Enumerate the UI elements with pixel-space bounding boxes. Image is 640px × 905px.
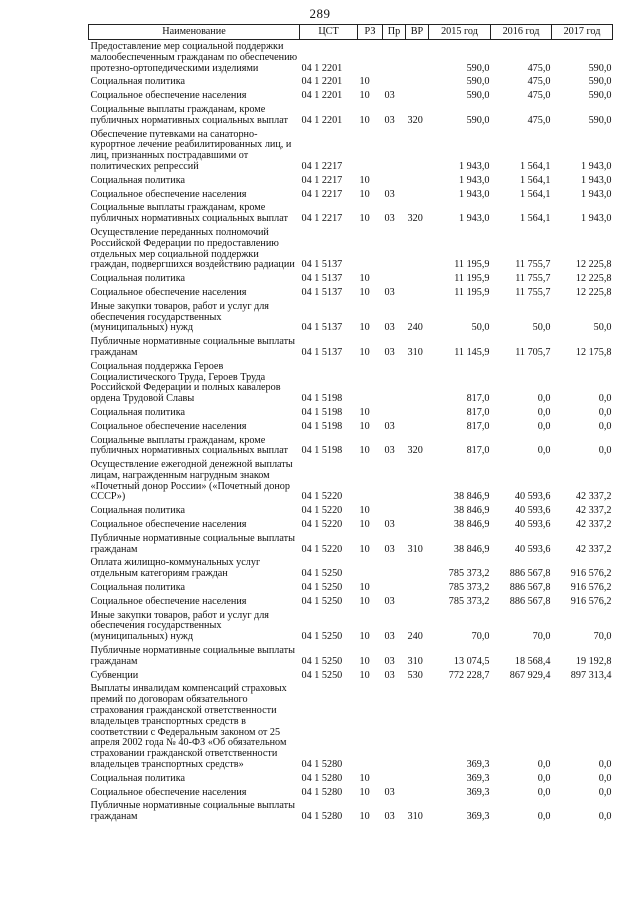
row-value-2017: 916 576,2: [570, 568, 612, 580]
row-value-2016: 11 755,7: [515, 273, 551, 285]
row-value-2016: 0,0: [537, 759, 551, 771]
row-pr: [383, 174, 406, 188]
row-name: Социальное обеспечение населения: [90, 595, 247, 607]
row-value-2016: 11 755,7: [515, 286, 551, 298]
row-rz: 10: [359, 90, 370, 102]
row-name: Иные закупки товаров, работ и услуг для обеспечения государственных (муниципальных) нужд: [90, 300, 269, 334]
row-value-2015: 590,0: [466, 62, 490, 74]
row-value-2017: 590,0: [588, 76, 612, 88]
row-name: Осуществление ежегодной денежной выплаты лицам, награжденным нагрудным знаком «Почетный донор России» («Почетный донор СССР»): [90, 459, 293, 503]
row-value-2015: 369,3: [466, 811, 490, 823]
row-value-2016: 40 593,6: [514, 505, 551, 517]
table-row: [89, 201, 613, 226]
table-row: [89, 786, 613, 800]
row-rz: 10: [359, 420, 370, 432]
header-pr: Пр: [383, 25, 406, 40]
row-value-2016: 475,0: [527, 76, 551, 88]
table-row: [89, 128, 613, 174]
row-value-2016: 40 593,6: [514, 543, 551, 555]
row-name: Социальная политика: [90, 772, 186, 784]
row-vr: 310: [407, 346, 423, 358]
row-pr: [383, 226, 406, 272]
row-value-2015: 369,3: [466, 786, 490, 798]
row-value-2015: 1 943,0: [458, 174, 490, 186]
row-cst: 04 1 5280: [301, 772, 343, 784]
row-value-2016: 0,0: [537, 772, 551, 784]
row-rz: 10: [359, 505, 370, 517]
row-value-2017: 897 313,4: [570, 669, 612, 681]
row-rz: 10: [359, 519, 370, 531]
row-rz: 10: [359, 213, 370, 225]
row-vr: [406, 406, 429, 420]
row-value-2017: 0,0: [598, 393, 612, 405]
row-rz: [358, 360, 383, 406]
header-year-2016: 2016 год: [491, 25, 552, 40]
table-row: [89, 581, 613, 595]
row-rz: 10: [359, 786, 370, 798]
row-value-2016: 1 564,1: [519, 213, 551, 225]
row-pr: 03: [384, 655, 395, 667]
table-header: [89, 25, 613, 40]
row-pr: [383, 406, 406, 420]
row-rz: 10: [359, 595, 370, 607]
row-pr: 03: [384, 213, 395, 225]
table-row: [89, 504, 613, 518]
row-value-2015: 38 846,9: [453, 543, 490, 555]
table-row: [89, 595, 613, 609]
row-vr: 240: [407, 631, 423, 643]
row-rz: [358, 128, 383, 174]
row-value-2015: 590,0: [466, 90, 490, 102]
table-row: [89, 556, 613, 581]
row-name: Предоставление мер социальной поддержки малообеспеченным гражданам по обеспечению протезно-ортопедическими изделиями: [90, 41, 298, 74]
row-value-2017: 12 225,8: [575, 286, 612, 298]
row-value-2016: 886 567,8: [509, 595, 551, 607]
row-pr: [383, 272, 406, 286]
row-value-2017: 0,0: [598, 811, 612, 823]
row-cst: 04 1 2201: [301, 90, 343, 102]
row-pr: 03: [384, 786, 395, 798]
row-value-2017: 590,0: [588, 114, 612, 126]
table-row: [89, 434, 613, 459]
row-value-2017: 0,0: [598, 445, 612, 457]
row-value-2016: 11 705,7: [515, 346, 551, 358]
row-vr: 310: [407, 543, 423, 555]
row-value-2017: 1 943,0: [580, 160, 612, 172]
row-cst: 04 1 5250: [301, 582, 343, 594]
row-pr: 03: [384, 420, 395, 432]
row-value-2017: 590,0: [588, 90, 612, 102]
row-cst: 04 1 5220: [301, 519, 343, 531]
row-cst: 04 1 5198: [301, 393, 343, 405]
row-name: Обеспечение путевками на санаторно-курортное лечение реабилитированных лиц, и лиц, признанных пострадавшими от политических репрессий: [90, 128, 292, 172]
row-pr: [383, 360, 406, 406]
row-rz: [358, 40, 383, 76]
row-vr: 310: [407, 811, 423, 823]
row-value-2017: 50,0: [593, 322, 612, 334]
row-value-2017: 0,0: [598, 420, 612, 432]
row-pr: [383, 682, 406, 771]
header-year-2017: 2017 год: [552, 25, 613, 40]
row-rz: 10: [359, 273, 370, 285]
table-row: [89, 226, 613, 272]
row-value-2017: 1 943,0: [580, 213, 612, 225]
row-rz: 10: [359, 188, 370, 200]
row-vr: [406, 89, 429, 103]
row-rz: [358, 226, 383, 272]
row-value-2016: 50,0: [532, 322, 551, 334]
header-year-2015: 2015 год: [429, 25, 491, 40]
row-value-2017: 916 576,2: [570, 595, 612, 607]
row-value-2017: 42 337,2: [575, 543, 612, 555]
row-pr: [383, 458, 406, 504]
row-value-2016: 18 568,4: [514, 655, 551, 667]
row-value-2015: 1 943,0: [458, 213, 490, 225]
row-value-2017: 12 225,8: [575, 259, 612, 271]
row-name: Социальная политика: [90, 505, 186, 517]
budget-table: [88, 24, 613, 824]
row-cst: 04 1 2217: [301, 174, 343, 186]
row-value-2016: 886 567,8: [509, 568, 551, 580]
row-value-2017: 0,0: [598, 786, 612, 798]
row-value-2017: 590,0: [588, 62, 612, 74]
row-vr: 310: [407, 655, 423, 667]
row-vr: [406, 286, 429, 300]
row-rz: 10: [359, 174, 370, 186]
row-name: Социальное обеспечение населения: [90, 90, 247, 102]
row-pr: 03: [384, 286, 395, 298]
row-value-2016: 475,0: [527, 90, 551, 102]
row-value-2017: 42 337,2: [575, 519, 612, 531]
row-pr: [383, 556, 406, 581]
row-pr: 03: [384, 114, 395, 126]
row-vr: [406, 772, 429, 786]
table-row: [89, 40, 613, 76]
table-row: [89, 406, 613, 420]
row-value-2017: 42 337,2: [575, 491, 612, 503]
row-rz: 10: [359, 772, 370, 784]
row-cst: 04 1 2201: [301, 76, 343, 88]
row-value-2017: 0,0: [598, 772, 612, 784]
row-pr: 03: [384, 543, 395, 555]
row-value-2016: 0,0: [537, 786, 551, 798]
row-value-2015: 13 074,5: [453, 655, 490, 667]
row-cst: 04 1 5280: [301, 811, 343, 823]
row-cst: 04 1 5220: [301, 543, 343, 555]
row-rz: [358, 556, 383, 581]
row-value-2016: 886 567,8: [509, 582, 551, 594]
row-cst: 04 1 5137: [301, 346, 343, 358]
row-value-2015: 817,0: [466, 445, 490, 457]
row-cst: 04 1 5137: [301, 286, 343, 298]
row-value-2016: 0,0: [537, 406, 551, 418]
row-pr: [383, 75, 406, 89]
row-name: Социальная политика: [90, 174, 186, 186]
row-cst: 04 1 5280: [301, 786, 343, 798]
row-value-2016: 1 564,1: [519, 174, 551, 186]
table-row: [89, 174, 613, 188]
row-cst: 04 1 2201: [301, 62, 343, 74]
row-value-2016: 40 593,6: [514, 519, 551, 531]
row-name: Социальная политика: [90, 406, 186, 418]
table-row: [89, 532, 613, 557]
row-cst: 04 1 5280: [301, 759, 343, 771]
row-value-2017: 1 943,0: [580, 188, 612, 200]
row-name: Социальные выплаты гражданам, кроме публичных нормативных социальных выплат: [90, 202, 288, 225]
row-value-2015: 38 846,9: [453, 519, 490, 531]
table-row: [89, 360, 613, 406]
row-name: Социальное обеспечение населения: [90, 420, 247, 432]
row-value-2015: 785 373,2: [448, 568, 490, 580]
row-vr: [406, 188, 429, 202]
table-row: [89, 89, 613, 103]
row-cst: 04 1 5137: [301, 322, 343, 334]
row-rz: 10: [359, 631, 370, 643]
row-name: Публичные нормативные социальные выплаты гражданам: [90, 645, 295, 667]
row-pr: 03: [384, 322, 395, 334]
row-value-2015: 50,0: [471, 322, 490, 334]
row-name: Социальные выплаты гражданам, кроме публичных нормативных социальных выплат: [90, 103, 288, 126]
row-name: Социальное обеспечение населения: [90, 786, 247, 798]
row-pr: 03: [384, 669, 395, 681]
table-row: [89, 609, 613, 644]
row-rz: 10: [359, 543, 370, 555]
row-name: Осуществление переданных полномочий Российской Федерации по предоставлению отдельных мер социальной поддержки граждан, подвергшихся воздействию радиации: [90, 226, 295, 271]
header-rz: РЗ: [358, 25, 383, 40]
row-value-2015: 785 373,2: [448, 582, 490, 594]
row-pr: 03: [384, 631, 395, 643]
header-row: [89, 25, 613, 40]
row-cst: 04 1 5250: [301, 655, 343, 667]
row-value-2015: 817,0: [466, 393, 490, 405]
row-rz: 10: [359, 346, 370, 358]
table-row: [89, 286, 613, 300]
row-value-2015: 1 943,0: [458, 160, 490, 172]
row-value-2015: 70,0: [471, 631, 490, 643]
table-row: [89, 458, 613, 504]
row-name: Оплата жилищно-коммунальных услуг отдельным категориям граждан: [90, 557, 261, 580]
row-name: Социальное обеспечение населения: [90, 188, 247, 200]
row-vr: [406, 40, 429, 76]
row-value-2016: 11 755,7: [515, 259, 551, 271]
table-row: [89, 799, 613, 824]
row-cst: 04 1 5250: [301, 631, 343, 643]
row-name: Публичные нормативные социальные выплаты гражданам: [90, 800, 295, 823]
table-row: [89, 772, 613, 786]
table-row: [89, 75, 613, 89]
header-cst: ЦСТ: [300, 25, 358, 40]
row-cst: 04 1 2217: [301, 160, 343, 172]
row-pr: [383, 128, 406, 174]
row-value-2015: 11 195,9: [454, 273, 490, 285]
row-value-2017: 70,0: [593, 631, 612, 643]
row-rz: 10: [359, 406, 370, 418]
row-value-2016: 0,0: [537, 420, 551, 432]
row-rz: 10: [359, 114, 370, 126]
table-row: [89, 300, 613, 335]
row-value-2015: 772 228,7: [448, 669, 490, 681]
row-value-2015: 590,0: [466, 76, 490, 88]
row-pr: [383, 504, 406, 518]
row-pr: 03: [384, 519, 395, 531]
row-value-2016: 475,0: [527, 114, 551, 126]
row-pr: 03: [384, 346, 395, 358]
row-vr: [406, 420, 429, 434]
row-rz: 10: [359, 582, 370, 594]
row-value-2016: 0,0: [537, 811, 551, 823]
row-vr: [406, 272, 429, 286]
row-value-2016: 0,0: [537, 393, 551, 405]
row-rz: [358, 682, 383, 771]
row-value-2015: 817,0: [466, 420, 490, 432]
row-vr: [406, 174, 429, 188]
row-value-2016: 40 593,6: [514, 491, 551, 503]
row-cst: 04 1 5250: [301, 595, 343, 607]
row-rz: 10: [359, 445, 370, 457]
row-value-2016: 867 929,4: [509, 669, 551, 681]
row-vr: 320: [407, 213, 423, 225]
row-value-2015: 38 846,9: [453, 491, 490, 503]
table-row: [89, 420, 613, 434]
row-cst: 04 1 5198: [301, 420, 343, 432]
row-value-2017: 916 576,2: [570, 582, 612, 594]
row-cst: 04 1 5220: [301, 505, 343, 517]
row-rz: 10: [359, 655, 370, 667]
row-vr: 530: [407, 669, 423, 681]
row-name: Публичные нормативные социальные выплаты гражданам: [90, 336, 295, 358]
row-name: Социальная политика: [90, 273, 186, 285]
row-cst: 04 1 5220: [301, 491, 343, 503]
row-pr: [383, 40, 406, 76]
row-name: Социальная поддержка Героев Социалистического Труда, Героев Труда Российской Федерации и полных кавалеров ордена Трудовой Славы: [90, 360, 281, 405]
row-value-2017: 1 943,0: [580, 174, 612, 186]
table-row: [89, 518, 613, 532]
table-row: [89, 669, 613, 683]
row-value-2017: 0,0: [598, 406, 612, 418]
row-pr: 03: [384, 811, 395, 823]
row-vr: [406, 128, 429, 174]
table-row: [89, 682, 613, 771]
row-cst: 04 1 5198: [301, 406, 343, 418]
row-cst: 04 1 5137: [301, 273, 343, 285]
row-rz: 10: [359, 286, 370, 298]
row-value-2015: 1 943,0: [458, 188, 490, 200]
row-vr: [406, 458, 429, 504]
row-rz: 10: [359, 322, 370, 334]
row-value-2015: 11 195,9: [454, 259, 490, 271]
row-pr: [383, 772, 406, 786]
row-value-2017: 12 225,8: [575, 273, 612, 285]
row-cst: 04 1 5137: [301, 259, 343, 271]
row-cst: 04 1 5198: [301, 445, 343, 457]
table-row: [89, 272, 613, 286]
row-pr: 03: [384, 188, 395, 200]
row-vr: [406, 556, 429, 581]
row-name: Публичные нормативные социальные выплаты гражданам: [90, 532, 295, 555]
page-number: 289: [309, 6, 331, 21]
row-value-2017: 0,0: [598, 759, 612, 771]
row-cst: 04 1 5250: [301, 568, 343, 580]
row-name: Социальная политика: [90, 76, 186, 88]
row-name: Социальная политика: [90, 582, 186, 594]
row-vr: 240: [407, 322, 423, 334]
row-value-2015: 369,3: [466, 759, 490, 771]
row-name: Иные закупки товаров, работ и услуг для обеспечения государственных (муниципальных) нужд: [90, 609, 269, 643]
row-vr: [406, 595, 429, 609]
row-value-2017: 19 192,8: [575, 655, 612, 667]
row-rz: 10: [359, 811, 370, 823]
row-rz: 10: [359, 669, 370, 681]
row-value-2015: 11 145,9: [454, 346, 490, 358]
row-cst: 04 1 2217: [301, 213, 343, 225]
row-vr: [406, 786, 429, 800]
row-vr: 320: [407, 114, 423, 126]
row-vr: [406, 682, 429, 771]
row-cst: 04 1 2217: [301, 188, 343, 200]
row-value-2016: 0,0: [537, 445, 551, 457]
header-vr: ВР: [406, 25, 429, 40]
row-cst: 04 1 2201: [301, 114, 343, 126]
row-vr: [406, 360, 429, 406]
row-vr: [406, 504, 429, 518]
row-value-2016: 1 564,1: [519, 160, 551, 172]
row-pr: 03: [384, 595, 395, 607]
row-value-2015: 11 195,9: [454, 286, 490, 298]
table-row: [89, 188, 613, 202]
row-value-2015: 369,3: [466, 772, 490, 784]
table-row: [89, 644, 613, 669]
row-value-2016: 1 564,1: [519, 188, 551, 200]
row-pr: 03: [384, 445, 395, 457]
row-name: Социальные выплаты гражданам, кроме публичных нормативных социальных выплат: [90, 434, 288, 457]
row-value-2015: 785 373,2: [448, 595, 490, 607]
row-pr: 03: [384, 90, 395, 102]
row-name: Субвенции: [90, 669, 139, 681]
row-name: Социальное обеспечение населения: [90, 519, 247, 531]
row-vr: 320: [407, 445, 423, 457]
row-value-2015: 590,0: [466, 114, 490, 126]
row-rz: [358, 458, 383, 504]
header-name: Наименование: [89, 25, 300, 40]
row-name: Выплаты инвалидам компенсаций страховых премий по договорам обязательного страхования гражданской ответственности владельцев транспортных средств в соответствии с Федеральным законом от 25 апреля 2002 года № 40-ФЗ «Об обязательном страховании гражданской ответственности владельцев транспортных средств»: [90, 683, 287, 771]
row-value-2015: 38 846,9: [453, 505, 490, 517]
row-value-2016: 475,0: [527, 62, 551, 74]
row-value-2017: 42 337,2: [575, 505, 612, 517]
row-cst: 04 1 5250: [301, 669, 343, 681]
row-pr: [383, 581, 406, 595]
row-name: Социальное обеспечение населения: [90, 286, 247, 298]
row-value-2017: 12 175,8: [575, 346, 612, 358]
row-vr: [406, 581, 429, 595]
row-value-2015: 817,0: [466, 406, 490, 418]
row-value-2016: 70,0: [532, 631, 551, 643]
row-vr: [406, 518, 429, 532]
row-vr: [406, 75, 429, 89]
table-row: [89, 103, 613, 128]
table-row: [89, 335, 613, 360]
row-rz: 10: [359, 76, 370, 88]
row-vr: [406, 226, 429, 272]
table-body: [89, 40, 613, 825]
